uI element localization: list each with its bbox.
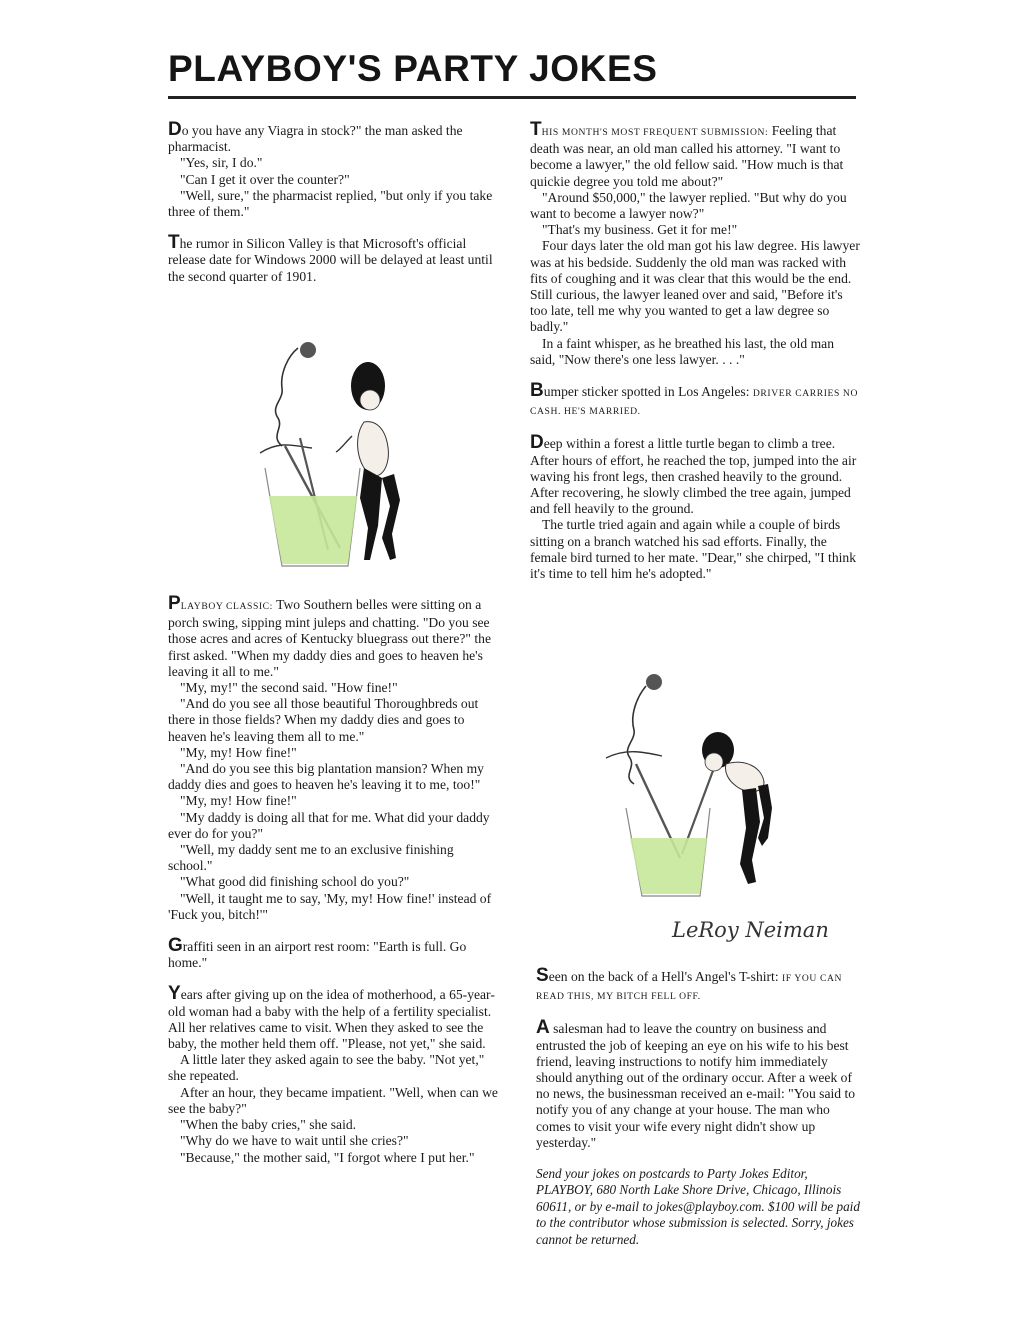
left-column-bottom (168, 593, 498, 1181)
dropcap: A (536, 1017, 550, 1039)
dropcap: S (536, 965, 549, 986)
joke-text: "Well, sure," the pharmacist replied, "but only if you take three of them." (168, 187, 493, 220)
joke-text: Feeling that death was near, an old man called his attorney. "I want to become a lawyer," the old fellow said. "How much is that quickie degree you told me about?" (530, 123, 844, 189)
artist-signature: LeRoy Neiman (672, 918, 829, 942)
joke-text: "That's my business. Get it for me!" (542, 222, 738, 238)
joke-text: "My, my! How fine!" (180, 744, 297, 760)
joke-text: "Can I get it over the counter?" (180, 171, 350, 187)
joke-text: "What good did finishing school do you?" (180, 874, 410, 890)
joke-text: ears after giving up on the idea of motherhood, a 65-year-old woman had a baby with the help of a fertility specialist. All her relatives came to visit. When they asked to see the baby, the mother held them off. "Please, not yet," she said. (168, 987, 495, 1052)
joke-text: "My, my!" the second said. "How fine!" (180, 680, 398, 696)
dropcap: T (530, 119, 542, 140)
femlin-sipping-illustration (596, 668, 796, 908)
dropcap: P (168, 593, 181, 614)
joke-hells-angel (536, 965, 866, 1005)
right-column-top (530, 119, 860, 597)
submission-note: Send your jokes on postcards to Party Jokes Editor, PLAYBOY, 680 North Lake Shore Drive, Chicago, Illinois 60611, or by e-mail to jokes@playboy.com. $100 will be paid to the contributor whose submission is selected. Sorry, jokes cannot be returned. (536, 1166, 860, 1247)
joke-lawyer (530, 119, 860, 368)
joke-text: he rumor in Silicon Valley is that Microsoft's official release date for Windows 2000 will be delayed at least until the second quarter of 1901. (168, 236, 493, 284)
joke-text: raffiti seen in an airport rest room: "Earth is full. Go home." (168, 939, 467, 971)
right-column-bottom (536, 965, 866, 1248)
dropcap: B (530, 380, 544, 402)
joke-motherhood (168, 983, 498, 1165)
joke-text: In a faint whisper, as he breathed his last, the old man said, "Now there's one less lawyer. . . ." (530, 335, 835, 367)
joke-salesman (536, 1017, 866, 1151)
joke-text: "Well, my daddy sent me to an exclusive finishing school." (168, 842, 454, 874)
caps-text: IF YOU CAN READ THIS, MY BITCH FELL OFF. (536, 973, 843, 1003)
femlin-drink-illustration (240, 328, 440, 578)
joke-text: een on the back of a Hell's Angel's T-shirt: (548, 969, 779, 984)
joke-microsoft (168, 232, 498, 285)
joke-text: "And do you see all those beautiful Thoroughbreds out there in those fields? When my daddy dies and goes to heaven he's leaving them all to me." (168, 696, 479, 744)
joke-text: "When the baby cries," she said. (180, 1117, 357, 1133)
joke-text: The turtle tried again and again while a couple of birds sitting on a branch watched his sad efforts. Finally, the female bird turned to her mate. "Dear," she chirped, "I think it's time to tell him he's adopted." (530, 517, 856, 582)
section-label: HIS MONTH'S MOST FREQUENT SUBMISSION: (541, 127, 769, 138)
joke-text: "Around $50,000," the lawyer replied. "But why do you want to become a lawyer now?" (530, 189, 847, 222)
section-label: LAYBOY CLASSIC: (180, 601, 273, 612)
joke-text: "Well, it taught me to say, 'My, my! How fine!' instead of 'Fuck you, bitch!'" (168, 890, 492, 922)
joke-text: o you have any Viagra in stock?" the man asked the pharmacist. (168, 123, 463, 155)
joke-text: "Why do we have to wait until she cries?" (180, 1133, 409, 1149)
page-title: PLAYBOY'S PARTY JOKES (168, 48, 658, 89)
joke-bumper-sticker (530, 380, 860, 420)
joke-playboy-classic (168, 593, 498, 923)
joke-text: salesman had to leave the country on business and entrusted the job of keeping an eye on his wife to his best friend, leaving instructions to notify him immediately should anything out of the ordinary occur. After a week of no news, the businessman received an e-mail: "You said to notify you of any change at your house. The man who comes to visit your wife every night didn't show up yesterday." (536, 1021, 856, 1150)
joke-text: "My daddy is doing all that for me. What did your daddy ever do for you?" (168, 809, 490, 841)
joke-text: "My, my! How fine!" (180, 793, 297, 809)
joke-text: "Because," the mother said, "I forgot where I put her." (180, 1149, 475, 1165)
joke-text: "Yes, sir, I do." (180, 155, 263, 171)
joke-text: eep within a forest a little turtle began to climb a tree. After hours of effort, he reached the top, jumped into the air waving his front legs, then crashed heavily to the ground. After recovering, he slowly climbed the tree again, jumped and fell heavily to the ground. (530, 436, 857, 517)
joke-text: Four days later the old man got his law degree. His lawyer was at his bedside. Suddenly the old man was racked with fits of coughing and it was clear that this would be the end. Still curious, the lawyer leaned over and said, "Before it's too late, tell me why you wanted to get a law degree so badly." (530, 238, 860, 335)
dropcap: Y (168, 983, 181, 1005)
joke-viagra (168, 119, 498, 220)
left-column-top (168, 119, 498, 300)
caps-text: DRIVER CARRIES NO CASH. HE'S MARRIED. (530, 388, 858, 418)
dropcap: D (168, 119, 182, 140)
title-rule (168, 96, 856, 99)
joke-graffiti (168, 935, 498, 971)
dropcap: T (168, 232, 180, 254)
joke-turtle (530, 432, 860, 582)
joke-text: A little later they asked again to see the baby. "Not yet," she repeated. (168, 1052, 485, 1084)
dropcap: D (530, 432, 544, 454)
joke-text: After an hour, they became impatient. "Well, when can we see the baby?" (168, 1084, 498, 1116)
dropcap: G (168, 935, 183, 957)
joke-text: "And do you see this big plantation mansion? When my daddy dies and goes to heaven he's leaving it to me, too!" (168, 761, 484, 793)
joke-text: umper sticker spotted in Los Angeles: (543, 384, 750, 400)
joke-text: Two Southern belles were sitting on a porch swing, sipping mint juleps and chatting. "Do you see those acres and acres of Kentucky bluegrass out there?" the first asked. "When my daddy dies and goes to heaven he's leaving it all to me." (168, 597, 491, 679)
